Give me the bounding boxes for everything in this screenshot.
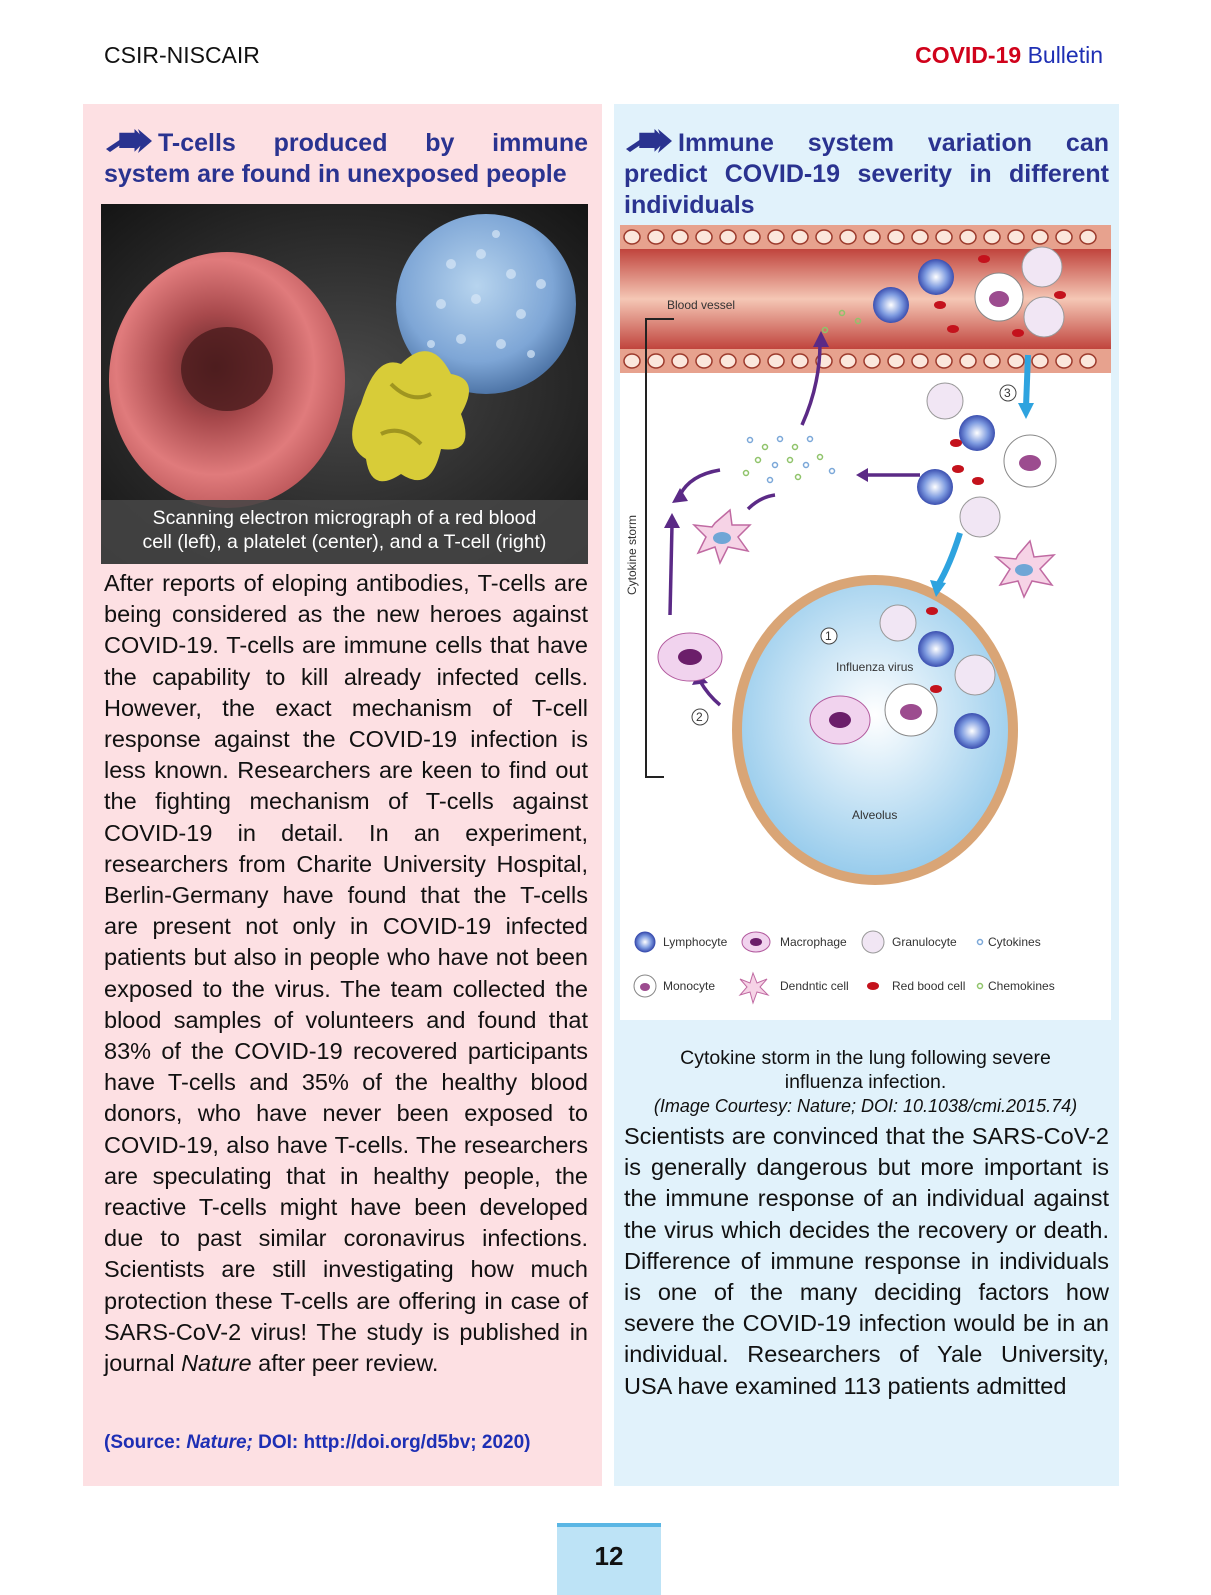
legend-granulocyte: Granulocyte [892, 935, 957, 949]
legend-cytokines: Cytokines [988, 935, 1041, 949]
cytokine-storm-diagram [620, 225, 1111, 1020]
header-bulletin-title [915, 42, 1103, 69]
source-prefix: (Source: [104, 1432, 187, 1453]
source-doi-label: DOI: [252, 1432, 304, 1453]
micrograph-photo [101, 204, 588, 564]
legend-monocyte: Monocyte [663, 979, 716, 993]
figure-credit: (Image Courtesy: Nature; DOI: 10.1038/cmi.2015.74) [653, 1096, 1078, 1116]
legend-chemokines: Chemokines [988, 979, 1055, 993]
blood-vessel-label: Blood vessel [667, 298, 736, 312]
step-2-label: 2 [696, 710, 703, 724]
right-article-title [624, 127, 1109, 221]
double-arrow-right-icon [624, 127, 674, 155]
page-number: 12 [557, 1523, 661, 1595]
right-article-body: Scientists are convinced that the SARS-CoV-2 is generally dangerous but more important is the immune response of an individual against the virus which decides the recovery or death. Difference of immune response in individuals is one of the many deciding factors how severe the COVID-19 infection would be in an individual. Researchers of Yale University, USA have examined 113 patients admitted [624, 1123, 1109, 1399]
step-1-label: 1 [825, 629, 832, 643]
source-doi-link[interactable]: http://doi.org/d5bv; 2020) [303, 1432, 531, 1453]
step-3-label: 3 [1004, 386, 1011, 400]
left-article-title-text: T-cells produced by immune system are found in unexposed people [104, 129, 588, 188]
cytokine-storm-label: Cytokine storm [625, 514, 639, 595]
left-body-main: After reports of eloping antibodies, T-cells are being considered as the new heroes against COVID-19. T-cells are immune cells that have the capability to kill already infected cells. However, the exact mechanism of T-cell response against the COVID-19 infection is less known. Researchers are keen to find out the fighting mechanism of T-cells against COVID-19 in detail. In an experiment, researchers from Charite University Hospital, Berlin-Germany have found that the T-cells are present not only in COVID-19 infected patients but also in people who have not been exposed to the virus. The team collected the blood samples of volunteers and found that 83% of the COVID-19 recovered participants have T-cells and 35% of the healthy blood donors, who have never been exposed to COVID-19, also have T-cells. The researchers are speculating that in healthy people, the reactive T-cells might have been developed due to past similar coronavirus infections. Scientists are still investigating how much protection these T-cells are offering in case of SARS-CoV-2 virus! The study is published in journal [104, 570, 588, 1377]
legend-red-blood-cell: Red bood cell [892, 979, 966, 993]
photo-caption-line1: Scanning electron micrograph of a red blood [152, 507, 537, 529]
header-covid-label: COVID-19 [915, 42, 1022, 68]
header-bulletin-label: Bulletin [1027, 42, 1103, 68]
left-article-title [104, 127, 588, 190]
alveolus-label: Alveolus [852, 808, 898, 822]
double-arrow-right-icon [104, 127, 154, 155]
photo-caption-line2: cell (left), a platelet (center), and a T-cell (right) [142, 531, 547, 553]
right-article-title-text: Immune system variation can predict COVID-19 severity in different individuals [624, 129, 1109, 219]
extravasated-cells [917, 383, 1056, 537]
photo-caption [101, 500, 588, 564]
left-body-end: after peer review. [251, 1350, 439, 1377]
legend-lymphocyte: Lymphocyte [663, 935, 728, 949]
legend-dendritic-cell: Dendntic cell [780, 979, 849, 993]
legend-macrophage: Macrophage [780, 935, 847, 949]
figure-caption [620, 1046, 1111, 1118]
left-article-body [104, 568, 588, 1379]
header-publisher: CSIR-NISCAIR [104, 42, 260, 68]
left-article-source [104, 1432, 531, 1454]
influenza-virus-label: Influenza virus [836, 660, 914, 674]
diagram-legend [634, 931, 1055, 1003]
figure-caption-line1: Cytokine storm in the lung following severe [680, 1047, 1051, 1069]
source-journal: Nature; [186, 1432, 253, 1453]
figure-caption-line2: influenza infection. [784, 1071, 947, 1093]
left-body-journal: Nature [181, 1350, 252, 1377]
